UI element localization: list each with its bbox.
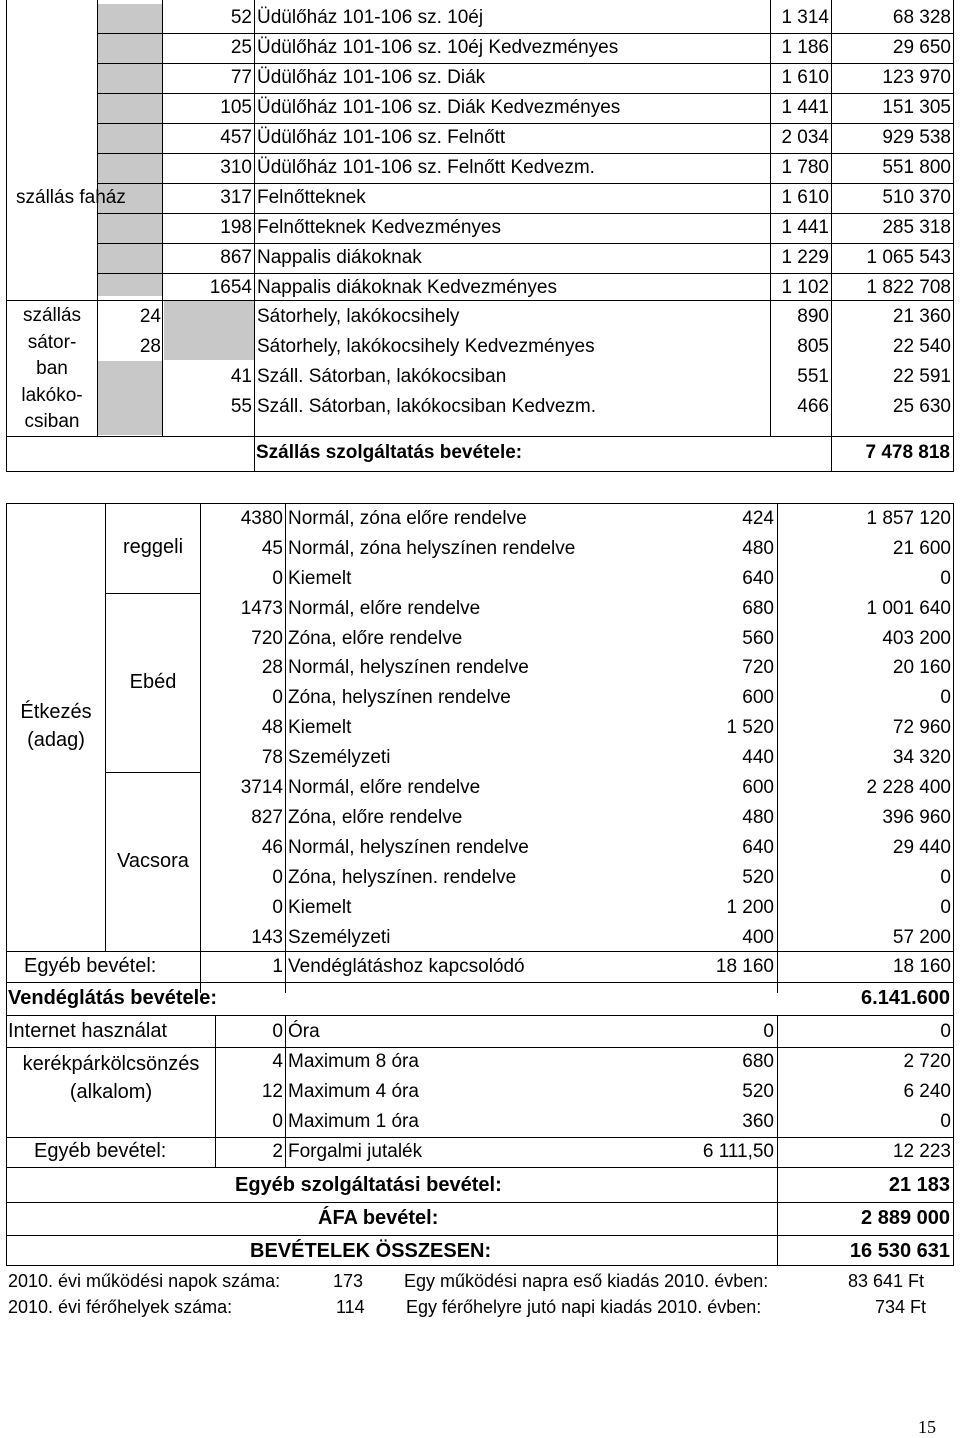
- table-row: [0, 362, 960, 392]
- row-name: Üdülőház 101-106 sz. Diák: [257, 67, 486, 88]
- table-row: [0, 653, 960, 682]
- row-price: 1 520: [726, 716, 774, 738]
- bike-label-line: (alkalom): [69, 1081, 153, 1103]
- row-name: Normál, előre rendelve: [288, 776, 481, 798]
- row-price: 805: [797, 336, 829, 357]
- row-name: Személyzeti: [288, 746, 391, 768]
- row-price: 520: [742, 1081, 774, 1102]
- row-name: Kiemelt: [288, 716, 352, 738]
- row-total: 1 065 543: [866, 247, 951, 268]
- row-count: 0: [272, 1021, 283, 1042]
- row-price: 466: [797, 396, 829, 417]
- row-count: 457: [220, 127, 252, 148]
- row-name: Forgalmi jutalék: [288, 1141, 423, 1162]
- row-count: 1: [272, 956, 283, 977]
- table-row: [0, 93, 960, 123]
- row-total: 0: [940, 896, 951, 918]
- row-total: 21 600: [892, 537, 951, 559]
- row-name: Normál, helyszínen rendelve: [288, 836, 529, 858]
- row-total: 72 960: [892, 716, 951, 738]
- table-row: [0, 213, 960, 243]
- table-row: [0, 683, 960, 712]
- row-price: 360: [742, 1111, 774, 1132]
- row-name: Nappalis diákoknak Kedvezményes: [257, 277, 557, 298]
- row-price: 1 780: [781, 157, 829, 178]
- row-total: 18 160: [892, 956, 951, 977]
- lunch-label: Ebéd: [129, 671, 177, 693]
- tent-label-line: lakóko-: [21, 384, 83, 406]
- row-count: 0: [272, 866, 283, 888]
- row-total: 29 440: [892, 836, 951, 858]
- row-price: 424: [742, 507, 774, 529]
- row-price: 0: [763, 1021, 774, 1042]
- row-price: 640: [742, 836, 774, 858]
- row-name: Maximum 1 óra: [288, 1111, 419, 1132]
- row-price: 680: [742, 597, 774, 619]
- row-count: 3714: [240, 776, 283, 798]
- row-total: 22 540: [892, 336, 951, 357]
- row-count: 1473: [240, 597, 283, 619]
- row-total: 510 370: [882, 187, 951, 208]
- grand-total-label: BEVÉTELEK ÖSSZESEN:: [250, 1240, 492, 1262]
- table-row: [0, 153, 960, 183]
- table-row: [0, 302, 960, 332]
- row-name: Száll. Sátorban, lakókocsiban Kedvezm.: [257, 396, 597, 417]
- row-count: 24: [139, 306, 161, 327]
- footer-bed-cost-value: 734 Ft: [875, 1297, 927, 1317]
- row-price: 1 441: [781, 97, 829, 118]
- row-name: Zóna, helyszínen. rendelve: [288, 866, 517, 888]
- row-name: Kiemelt: [288, 896, 352, 918]
- table-row: [0, 624, 960, 653]
- row-count: 1654: [209, 277, 252, 298]
- row-count: 48: [261, 716, 283, 738]
- row-price: 600: [742, 776, 774, 798]
- row-count: 0: [272, 896, 283, 918]
- row-name: Zóna, helyszínen rendelve: [288, 686, 511, 708]
- row-count: 867: [220, 247, 252, 268]
- row-name: Normál, zóna előre rendelve: [288, 507, 527, 529]
- row-name: Üdülőház 101-106 sz. 10éj Kedvezményes: [257, 37, 619, 58]
- page-number: 15: [918, 1417, 936, 1437]
- breakfast-label: reggeli: [122, 536, 184, 558]
- table-row: [0, 923, 960, 952]
- table-row: [0, 1077, 960, 1107]
- table-row: [0, 392, 960, 422]
- meals-other-label: Egyéb bevétel:: [24, 955, 157, 977]
- row-count: 28: [261, 656, 283, 678]
- table-row: [0, 952, 960, 982]
- table-row: [0, 863, 960, 892]
- row-total: 12 223: [892, 1141, 951, 1162]
- row-name: Normál, zóna helyszínen rendelve: [288, 537, 576, 559]
- row-total: 1 001 640: [866, 597, 951, 619]
- table-row: [0, 33, 960, 63]
- row-total: 2 228 400: [866, 776, 951, 798]
- row-price: 2 034: [781, 127, 829, 148]
- row-total: 29 650: [892, 37, 951, 58]
- meals-total-value: 6.141.600: [861, 987, 950, 1009]
- footer-beds-label: 2010. évi férőhelyek száma:: [8, 1297, 233, 1317]
- internet-label: Internet használat: [8, 1020, 167, 1042]
- tent-label-line: szállás: [22, 305, 82, 326]
- row-total: 22 591: [892, 366, 951, 387]
- table-row: [0, 893, 960, 922]
- table-row: [0, 1017, 960, 1047]
- services-total-label: Egyéb szolgáltatási bevétel:: [235, 1174, 502, 1196]
- grand-total-value: 16 530 631: [849, 1240, 950, 1262]
- row-total: 20 160: [892, 656, 951, 678]
- row-price: 1 229: [781, 247, 829, 268]
- row-count: 0: [272, 686, 283, 708]
- lodging-total-label: Szállás szolgáltatás bevétele:: [256, 442, 523, 463]
- row-total: 0: [940, 1111, 951, 1132]
- table-row: [0, 534, 960, 563]
- row-count: 720: [251, 627, 283, 649]
- table-row: [0, 1047, 960, 1077]
- row-price: 6 111,50: [702, 1141, 774, 1162]
- row-count: 77: [230, 67, 252, 88]
- row-count: 46: [261, 836, 283, 858]
- row-total: 1 822 708: [866, 277, 951, 298]
- row-total: 1 857 120: [866, 507, 951, 529]
- table-row: [0, 63, 960, 93]
- row-name: Vendéglátáshoz kapcsolódó: [288, 956, 525, 977]
- row-total: 0: [940, 567, 951, 589]
- row-price: 560: [742, 627, 774, 649]
- row-name: Óra: [288, 1021, 320, 1042]
- row-name: Felnőtteknek: [257, 187, 366, 208]
- row-count: 0: [272, 1111, 283, 1132]
- table-row: [0, 773, 960, 802]
- row-count: 28: [139, 336, 161, 357]
- row-name: Maximum 4 óra: [288, 1081, 419, 1102]
- row-count: 4: [272, 1051, 283, 1072]
- table-row: [0, 1137, 960, 1167]
- row-count: 4380: [240, 507, 283, 529]
- table-row: [0, 273, 960, 303]
- row-name: Felnőtteknek Kedvezményes: [257, 217, 501, 238]
- row-name: Maximum 8 óra: [288, 1051, 419, 1072]
- meals-label-line: (adag): [27, 729, 85, 751]
- row-total: 396 960: [882, 806, 951, 828]
- row-total: 34 320: [892, 746, 951, 768]
- row-price: 1 314: [781, 7, 829, 28]
- row-name: Üdülőház 101-106 sz. Felnőtt Kedvezm.: [257, 157, 595, 178]
- row-price: 440: [742, 746, 774, 768]
- row-total: 0: [940, 686, 951, 708]
- table-row: [0, 332, 960, 362]
- row-price: 480: [742, 537, 774, 559]
- row-total: 123 970: [882, 67, 951, 88]
- row-count: 12: [261, 1081, 283, 1102]
- lodging-cabin-label: szállás faház: [16, 187, 126, 208]
- footer-daily-cost-label: Egy működési napra eső kiadás 2010. évben:: [404, 1271, 769, 1291]
- row-price: 890: [797, 306, 829, 327]
- row-total: 57 200: [892, 926, 951, 948]
- table-row: [0, 123, 960, 153]
- footer-daily-cost-value: 83 641 Ft: [848, 1271, 925, 1291]
- row-name: Személyzeti: [288, 926, 391, 948]
- afa-label: ÁFA bevétel:: [318, 1207, 439, 1229]
- row-price: 1 186: [781, 37, 829, 58]
- bike-label-line: kerékpárkölcsönzés: [22, 1053, 200, 1075]
- row-name: Üdülőház 101-106 sz. Diák Kedvezményes: [257, 97, 621, 118]
- tent-label-line: sátor-: [27, 331, 77, 353]
- row-name: Sátorhely, lakókocsihely: [257, 306, 460, 327]
- row-count: 45: [261, 537, 283, 559]
- row-total: 21 360: [892, 306, 951, 327]
- tent-label-line: ban: [36, 358, 68, 379]
- row-name: Normál, előre rendelve: [288, 597, 481, 619]
- row-price: 400: [742, 926, 774, 948]
- row-count: 78: [261, 746, 283, 768]
- row-count: 55: [230, 396, 252, 417]
- table-row: [0, 183, 960, 213]
- table-row: [0, 803, 960, 832]
- meals-total-label: Vendéglátás bevétele:: [8, 987, 217, 1009]
- table-row: [0, 504, 960, 533]
- row-total: 0: [940, 866, 951, 888]
- row-price: 640: [742, 567, 774, 589]
- row-total: 403 200: [882, 627, 951, 649]
- row-name: Üdülőház 101-106 sz. 10éj: [257, 7, 484, 28]
- row-price: 1 200: [726, 896, 774, 918]
- row-name: Üdülőház 101-106 sz. Felnőtt: [257, 127, 506, 148]
- table-row: [0, 1107, 960, 1137]
- afa-value: 2 889 000: [861, 1207, 950, 1229]
- row-count: 317: [220, 187, 252, 208]
- row-count: 198: [220, 217, 252, 238]
- row-name: Sátorhely, lakókocsihely Kedvezményes: [257, 336, 595, 357]
- table-row: [0, 243, 960, 273]
- row-price: 680: [742, 1051, 774, 1072]
- table-row: [0, 833, 960, 862]
- row-price: 18 160: [715, 956, 774, 977]
- row-price: 1 610: [781, 187, 829, 208]
- row-price: 720: [742, 656, 774, 678]
- row-total: 68 328: [892, 7, 951, 28]
- dinner-label: Vacsora: [117, 850, 189, 872]
- row-price: 551: [797, 366, 829, 387]
- row-count: 52: [230, 7, 252, 28]
- services-other-label: Egyéb bevétel:: [34, 1140, 167, 1162]
- footer-bed-cost-label: Egy férőhelyre jutó napi kiadás 2010. évben:: [406, 1297, 762, 1317]
- row-count: 827: [251, 806, 283, 828]
- row-price: 1 441: [781, 217, 829, 238]
- footer-days-label: 2010. évi működési napok száma:: [8, 1271, 281, 1291]
- row-price: 600: [742, 686, 774, 708]
- row-count: 143: [251, 926, 283, 948]
- table-row: [0, 743, 960, 772]
- table-row: [0, 3, 960, 33]
- footer-days-value: 173: [333, 1271, 364, 1291]
- row-name: Zóna, előre rendelve: [288, 806, 463, 828]
- row-count: 310: [220, 157, 252, 178]
- table-row: [0, 564, 960, 593]
- row-total: 285 318: [882, 217, 951, 238]
- row-price: 1 102: [781, 277, 829, 298]
- table-row: [0, 594, 960, 623]
- row-name: Zóna, előre rendelve: [288, 627, 463, 649]
- row-count: 25: [230, 37, 252, 58]
- row-total: 25 630: [892, 396, 951, 417]
- row-total: 0: [940, 1021, 951, 1042]
- row-price: 520: [742, 866, 774, 888]
- row-count: 105: [220, 97, 252, 118]
- row-price: 1 610: [781, 67, 829, 88]
- row-name: Száll. Sátorban, lakókocsiban: [257, 366, 507, 387]
- footer-beds-value: 114: [336, 1297, 365, 1317]
- row-name: Normál, helyszínen rendelve: [288, 656, 529, 678]
- row-total: 929 538: [882, 127, 951, 148]
- row-count: 41: [230, 366, 252, 387]
- row-total: 6 240: [903, 1081, 951, 1102]
- services-total-value: 21 183: [888, 1174, 950, 1196]
- meals-label-line: Étkezés: [20, 701, 92, 723]
- lodging-total-value: 7 478 818: [865, 442, 950, 463]
- row-total: 551 800: [882, 157, 951, 178]
- row-count: 0: [272, 567, 283, 589]
- row-total: 2 720: [903, 1051, 951, 1072]
- table-row: [0, 713, 960, 742]
- row-total: 151 305: [882, 97, 951, 118]
- row-name: Kiemelt: [288, 567, 352, 589]
- row-name: Nappalis diákoknak: [257, 247, 422, 268]
- tent-label-line: csiban: [24, 411, 80, 432]
- row-price: 480: [742, 806, 774, 828]
- row-count: 2: [272, 1141, 283, 1162]
